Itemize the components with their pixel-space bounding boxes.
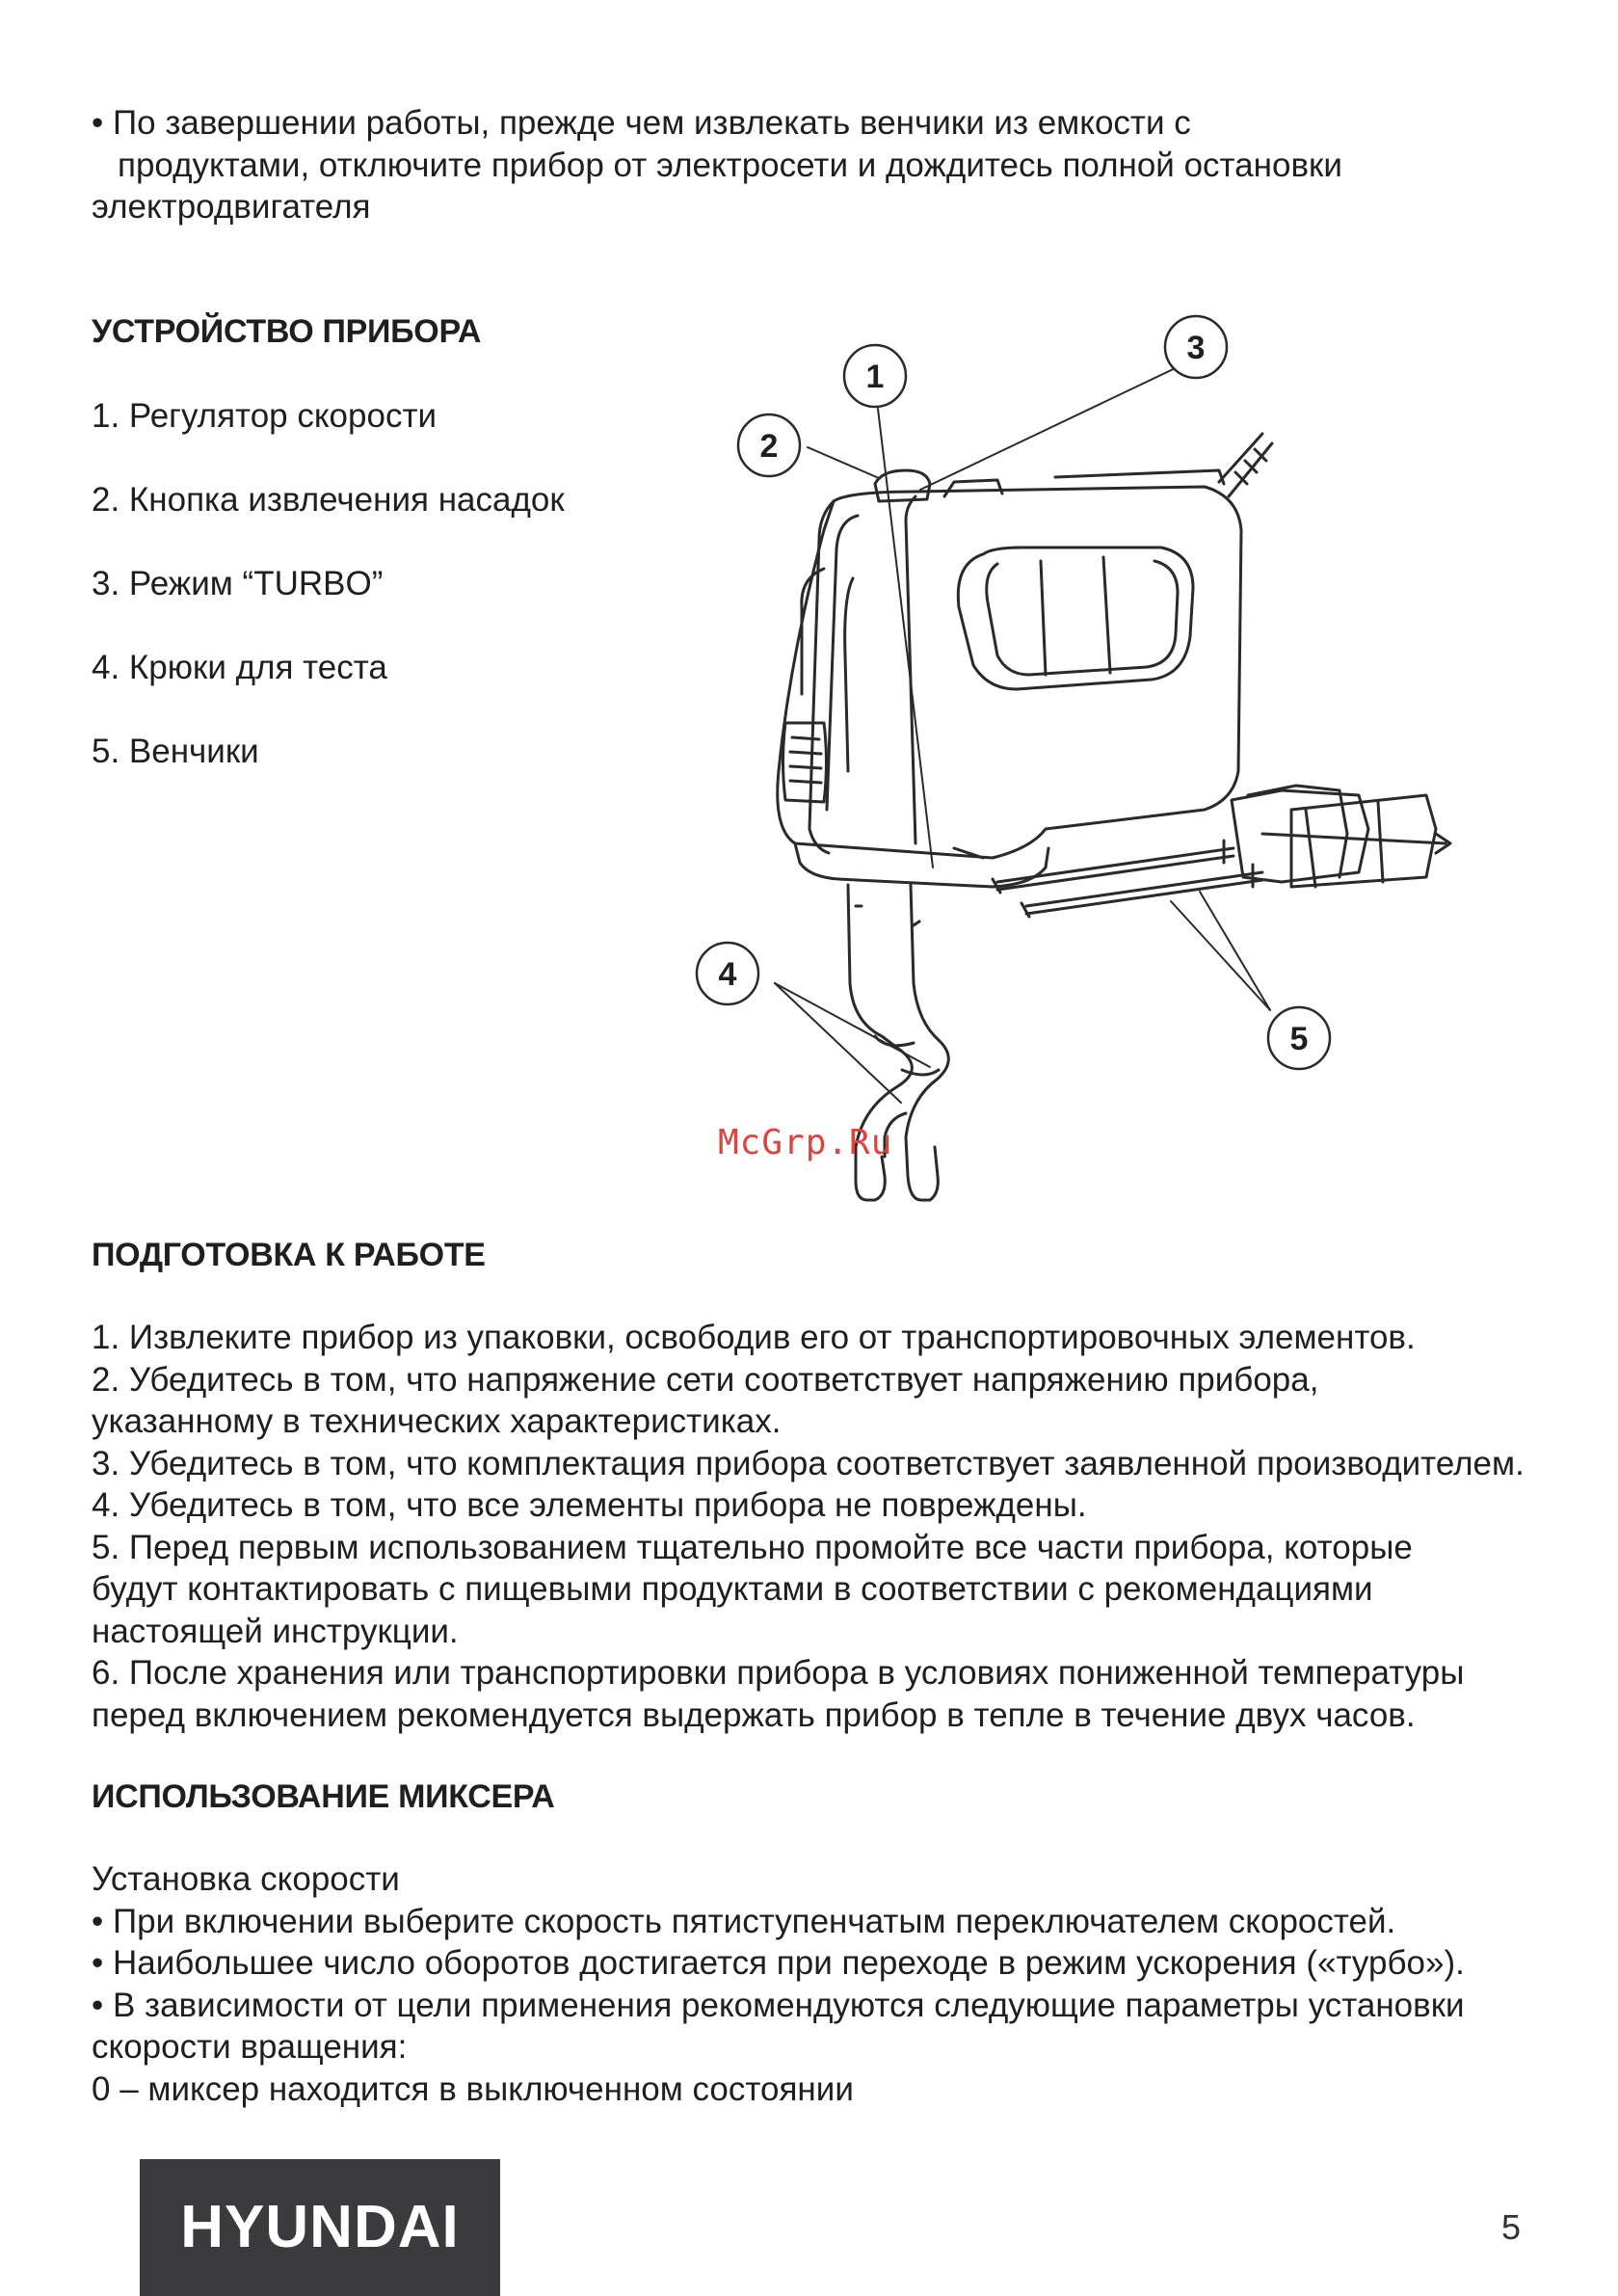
device-item-speed-regulator: 1. Регулятор скорости: [92, 397, 438, 435]
preparation-line: 1. Извлеките прибор из упаковки, освободив его от транспортировочных элементов.: [92, 1319, 1416, 1356]
usage-line: скорости вращения:: [92, 2028, 408, 2066]
mixer-diagram: [665, 308, 1494, 1234]
usage-line: • В зависимости от цели применения рекомендуются следующие параметры установки: [92, 1986, 1465, 2024]
callout-2-label: 2: [759, 428, 779, 465]
callout-4: [697, 943, 758, 1004]
preparation-line: указанному в технических характеристиках.: [92, 1402, 782, 1440]
intro-line: продуктами, отключите прибор от электросети и дождитесь полной остановки: [118, 146, 1342, 184]
page-number: 5: [1501, 2207, 1522, 2247]
preparation-line: 3. Убедитесь в том, что комплектация прибора соответствует заявленной производителем.: [92, 1444, 1525, 1482]
preparation-paragraph: [92, 1317, 1525, 1736]
callout-5-label: 5: [1289, 1021, 1309, 1057]
device-item-turbo-mode: 3. Режим “TURBO”: [92, 565, 384, 602]
preparation-line: 5. Перед первым использованием тщательно промойте все части прибора, которые: [92, 1528, 1413, 1566]
callout-3: [1165, 316, 1227, 378]
intro-line: • По завершении работы, прежде чем извлекать венчики из емкости с: [92, 104, 1191, 142]
preparation-line: 2. Убедитесь в том, что напряжение сети соответствует напряжению прибора,: [92, 1360, 1319, 1399]
device-item-dough-hooks: 4. Крюки для теста: [92, 649, 387, 686]
intro-paragraph: [92, 102, 1342, 228]
mixer-body-drawing: [778, 434, 1272, 887]
whisks-drawing: [993, 786, 1450, 917]
preparation-line: 6. После хранения или транспортировки прибора в условиях пониженной температуры: [92, 1654, 1465, 1692]
usage-paragraph: [92, 1858, 1465, 2110]
usage-line: • Наибольшее число оборотов достигается при переходе в режим ускорения («турбо»).: [92, 1944, 1465, 1982]
device-item-eject-button: 2. Кнопка извлечения насадок: [92, 481, 565, 519]
device-item-whisks: 5. Венчики: [92, 733, 259, 770]
callout-3-label: 3: [1186, 330, 1206, 366]
callout-1-label: 1: [865, 359, 885, 395]
callout-1: [844, 345, 906, 407]
usage-line: 0 – миксер находится в выключенном состоянии: [92, 2069, 854, 2108]
usage-line: Установка скорости: [92, 1860, 400, 1898]
usage-line: • При включении выберите скорость пятиступенчатым переключателем скоростей.: [92, 1902, 1396, 1940]
preparation-line: 4. Убедитесь в том, что все элементы прибора не повреждены.: [92, 1486, 1087, 1524]
preparation-line: будут контактировать с пищевыми продуктами в соответствии с рекомендациями: [92, 1570, 1373, 1608]
device-heading: УСТРОЙСТВО ПРИБОРА: [92, 313, 482, 350]
callout-4-label: 4: [718, 956, 737, 993]
callout-leader-lines: [775, 363, 1270, 1103]
intro-line: электродвигателя: [92, 188, 371, 226]
preparation-heading: ПОДГОТОВКА К РАБОТЕ: [92, 1237, 486, 1273]
callout-5: [1268, 1007, 1330, 1069]
watermark: McGrp.Ru: [718, 1123, 893, 1162]
usage-heading: ИСПОЛЬЗОВАНИЕ МИКСЕРА: [92, 1778, 555, 1815]
preparation-line: перед включением рекомендуется выдержать прибор в тепле в течение двух часов.: [92, 1695, 1416, 1734]
hyundai-logo: HYUNDAI: [140, 2159, 500, 2296]
preparation-line: настоящей инструкции.: [92, 1612, 459, 1650]
callout-2: [738, 414, 800, 476]
